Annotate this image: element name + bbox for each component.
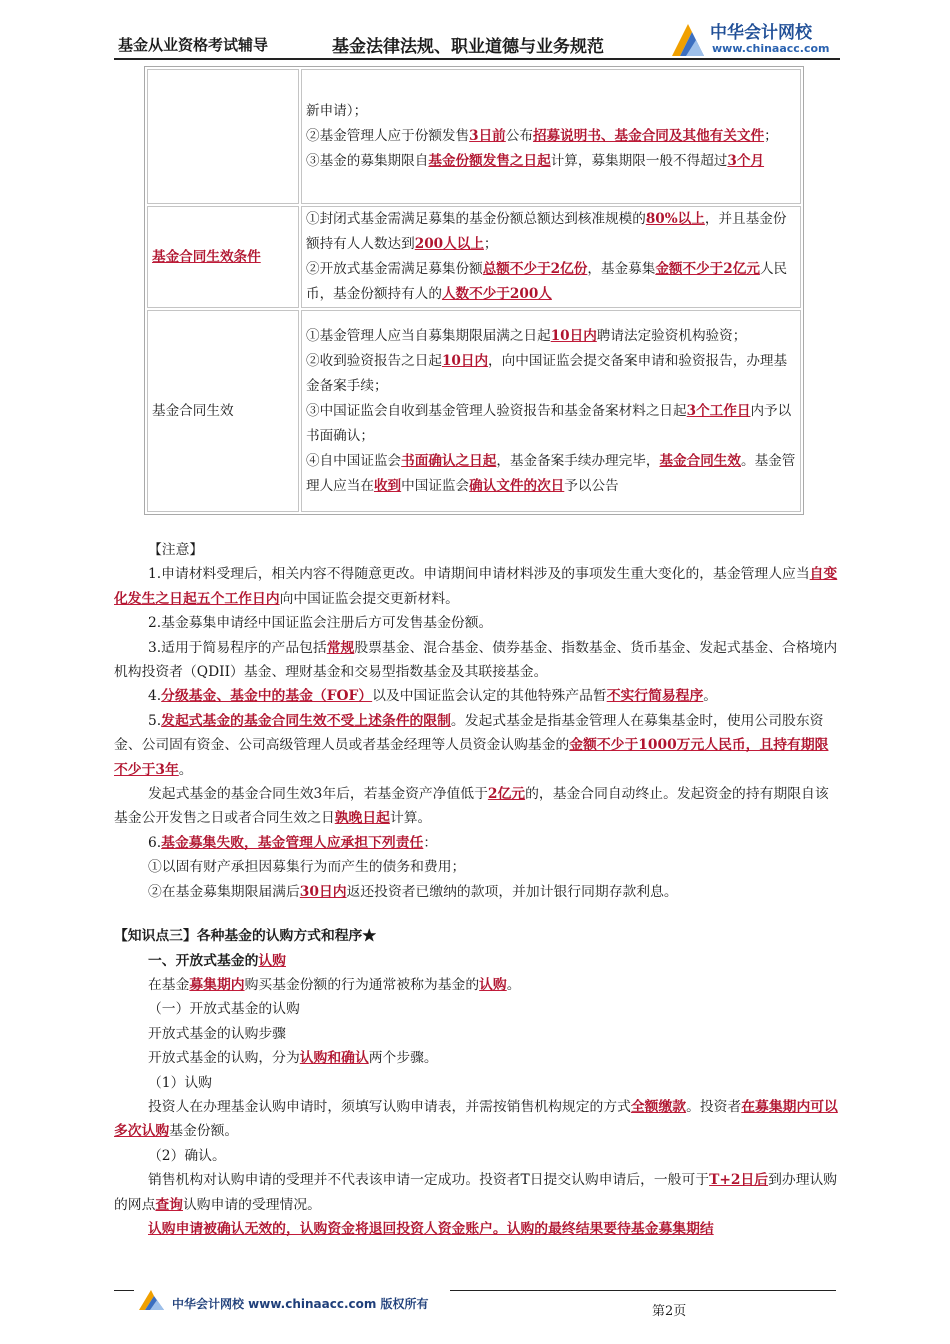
key-term: 金额不少于1000万元人民币，且持有期限不少于3年 xyxy=(114,737,829,778)
table-row xyxy=(147,206,801,308)
footer-copyright: 中华会计网校 www.chinaacc.com 版权所有 xyxy=(172,1297,429,1311)
key-term: 基金份额发售之日起 xyxy=(428,153,551,169)
key-term: 常规 xyxy=(326,639,355,656)
logo-icon xyxy=(668,18,708,62)
footer-rule-left xyxy=(114,1290,134,1291)
table-row xyxy=(147,310,801,512)
paragraph: 开放式基金的认购步骤 xyxy=(148,1025,286,1042)
table-cell-line: ①基金管理人应当自募集期限届满之日起10日内聘请法定验资机构验资； xyxy=(306,327,747,344)
paragraph xyxy=(114,904,840,924)
paragraph: 4.分级基金、基金中的基金（FOF）以及中国证监会认定的其他特殊产品暂不实行简易程序。 xyxy=(148,688,718,705)
key-term: 10日内 xyxy=(441,352,489,369)
key-term: 确认文件的次日 xyxy=(469,477,565,494)
paragraph: 1.申请材料受理后，相关内容不得随意更改。申请期间申请材料涉及的事项发生重大变化的，基金管理人应当自变化发生之日起五个工作日内向中国证监会提交更新材料。 xyxy=(114,566,838,607)
table-cell-line: 新申请）； xyxy=(306,103,368,119)
key-term: 3个月 xyxy=(727,153,765,169)
paragraph: 【知识点三】各种基金的认购方式和程序★ xyxy=(114,928,377,945)
key-term: 认购 xyxy=(479,976,507,993)
key-term: 认购和确认 xyxy=(299,1050,369,1067)
table-cell-line: ②开放式基金需满足募集份额总额不少于2亿份，基金募集金额不少于2亿元人民币，基金份额持有人的人数不少于200人 xyxy=(306,261,788,302)
key-term: 总额不少于2亿份 xyxy=(482,261,588,277)
key-term: 3个工作日 xyxy=(686,402,751,419)
key-term: 收到 xyxy=(373,477,402,494)
row-content xyxy=(301,206,801,308)
key-term: 基金合同生效 xyxy=(659,452,741,469)
key-term: 在募集期内可以多次认购 xyxy=(114,1098,838,1140)
paragraph: 2.基金募集申请经中国证监会注册后方可发售基金份额。 xyxy=(148,615,493,632)
row-content xyxy=(301,310,801,512)
key-term: 查询 xyxy=(155,1196,183,1213)
row-label xyxy=(147,69,299,204)
key-term: 书面确认之日起 xyxy=(401,452,497,469)
key-term: 人数不少于200人 xyxy=(441,286,552,302)
table-cell-line: ③中国证监会自收到基金管理人验资报告和基金备案材料之日起3个工作日内予以书面确认； xyxy=(306,402,792,444)
key-term: 募集期内 xyxy=(189,976,245,993)
key-term: 招募说明书、基金合同及其他有关文件 xyxy=(532,128,765,144)
body-text xyxy=(114,538,840,1241)
paragraph: 6.基金募集失败，基金管理人应承担下列责任： xyxy=(148,834,438,851)
header-course-title: 基金从业资格考试辅导 xyxy=(118,36,269,54)
row-content xyxy=(301,69,801,204)
header-rule xyxy=(114,58,840,60)
table-row xyxy=(147,69,801,204)
key-term: 孰晚日起 xyxy=(334,810,390,827)
paragraph: 【注意】 xyxy=(148,542,204,558)
table-cell-line: ③基金的募集期限自基金份额发售之日起计算，募集期限一般不得超过3个月 xyxy=(306,153,765,169)
table-cell-line: ②收到验资报告之日起10日内，向中国证监会提交备案申请和验资报告，办理基金备案手续； xyxy=(306,352,788,394)
table-cell-line: ①封闭式基金需满足募集的基金份额总额达到核准规模的80%以上，并且基金份额持有人人数达到200人以上； xyxy=(306,211,787,252)
row-label: 基金合同生效条件 xyxy=(147,206,299,308)
header-subject-title: 基金法律法规、职业道德与业务规范 xyxy=(332,37,604,57)
row-label: 基金合同生效 xyxy=(147,310,299,512)
key-term: T+2日后 xyxy=(709,1172,769,1189)
paragraph: ①以固有财产承担因募集行为而产生的债务和费用； xyxy=(148,859,466,876)
site-logo[interactable] xyxy=(668,18,848,62)
rules-table xyxy=(144,66,804,515)
paragraph: （一）开放式基金的认购 xyxy=(148,1001,300,1018)
key-term: 全额缴款 xyxy=(630,1098,687,1115)
key-term: 分级基金、基金中的基金（FOF） xyxy=(161,688,373,705)
key-term: 发起式基金的基金合同生效不受上述条件的限制 xyxy=(161,712,451,729)
paragraph: 一、开放式基金的认购 xyxy=(148,952,286,969)
paragraph: 销售机构对认购申请的受理并不代表该申请一定成功。投资者T日提交认购申请后，一般可于T+2日后到办理认购的网点查询认购申请的受理情况。 xyxy=(114,1172,838,1213)
paragraph: 发起式基金的基金合同生效3年后，若基金资产净值低于2亿元的，基金合同自动终止。发起资金的持有期限自该基金公开发售之日或者合同生效之日孰晚日起计算。 xyxy=(114,786,829,827)
paragraph: （2）确认。 xyxy=(148,1147,226,1164)
paragraph: 投资人在办理基金认购申请时，须填写认购申请表，并需按销售机构规定的方式全额缴款。投资者在募集期内可以多次认购基金份额。 xyxy=(114,1098,838,1140)
paragraph: ②在基金募集期限届满后30日内返还投资者已缴纳的款项，并加计银行同期存款利息。 xyxy=(148,883,678,900)
key-term: 10日内 xyxy=(550,327,597,344)
paragraph: 3.适用于简易程序的产品包括常规股票基金、混合基金、债券基金、指数基金、货币基金、发起式基金、合格境内机构投资者（QDII）基金、理财基金和交易型指数基金及其联接基金。 xyxy=(114,639,838,681)
logo-url: www.chinaacc.com xyxy=(712,42,830,55)
key-term: 基金募集失败，基金管理人应承担下列责任 xyxy=(161,834,424,851)
paragraph xyxy=(114,1217,840,1241)
key-term: 30日内 xyxy=(299,883,347,900)
key-term: 认购申请被确认无效的，认购资金将退回投资人资金账户。认购的最终结果要待基金募集期结 xyxy=(148,1220,714,1237)
footer-rule-right xyxy=(450,1290,836,1291)
paragraph: 在基金募集期内购买基金份额的行为通常被称为基金的认购。 xyxy=(148,976,521,993)
paragraph: 5.发起式基金的基金合同生效不受上述条件的限制。发起式基金是指基金管理人在募集基金时，使用公司股东资金、公司固有资金、公司高级管理人员或者基金经理等人员资金认购基金的金额不少于1000万元人民币，且持有期限不少于3年。 xyxy=(114,712,829,778)
key-term: 认购 xyxy=(258,952,286,969)
key-term: 3日前 xyxy=(469,128,506,144)
table-cell-line: ②基金管理人应于份额发售3日前公布招募说明书、基金合同及其他有关文件； xyxy=(306,128,778,144)
table-cell-line: ④自中国证监会书面确认之日起，基金备案手续办理完毕，基金合同生效。基金管理人应当在收到中国证监会确认文件的次日予以公告 xyxy=(306,452,796,494)
key-term: 不实行简易程序 xyxy=(606,688,704,705)
page-number: 第2页 xyxy=(652,1304,687,1319)
footer-logo-icon xyxy=(136,1286,168,1312)
key-term: 80%以上 xyxy=(645,211,705,227)
key-term: 金额不少于2亿元 xyxy=(655,261,760,277)
key-term: 200人以上 xyxy=(414,236,484,252)
paragraph: （1）认购 xyxy=(148,1074,212,1091)
paragraph: 开放式基金的认购，分为认购和确认两个步骤。 xyxy=(148,1050,438,1067)
key-term: 2亿元 xyxy=(487,786,526,803)
logo-title: 中华会计网校 xyxy=(710,23,812,43)
key-term: 自变化发生之日起五个工作日内 xyxy=(114,566,838,607)
